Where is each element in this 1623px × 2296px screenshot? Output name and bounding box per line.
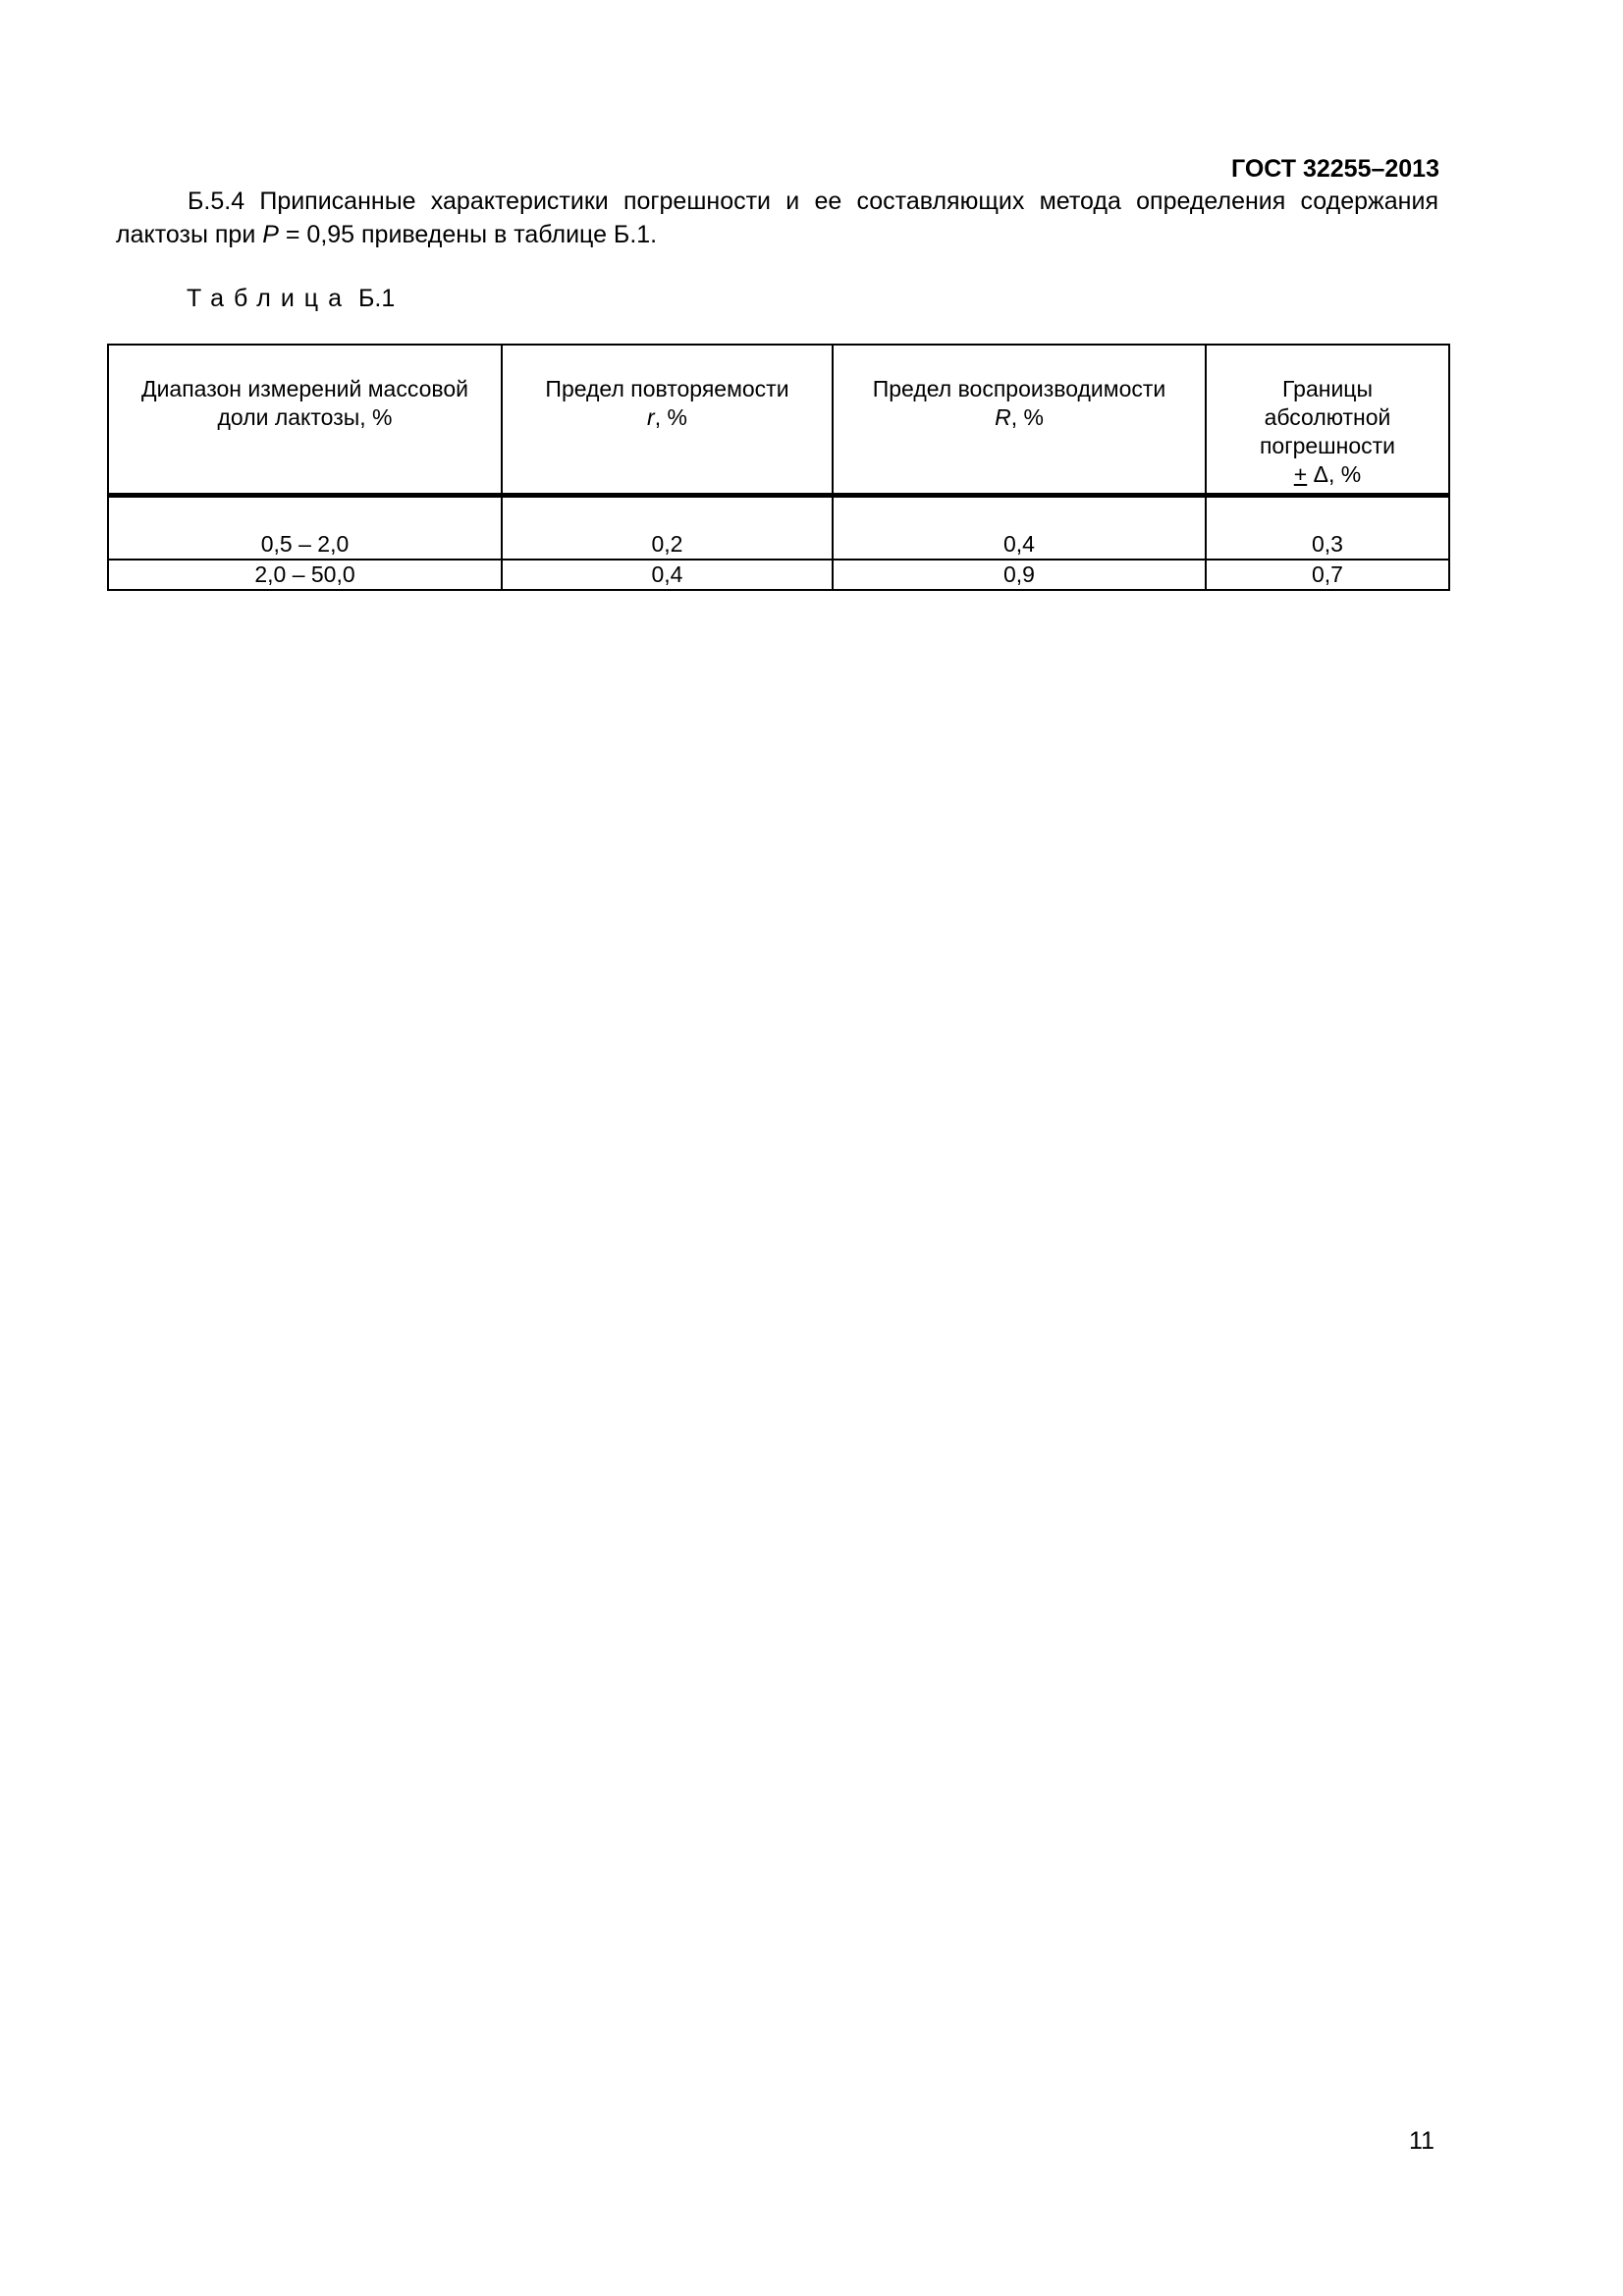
paragraph-b-5-4 (116, 185, 1438, 251)
table-row (108, 496, 1449, 561)
document-code: ГОСТ 32255–2013 (1231, 155, 1439, 183)
cell-range: 0,5 – 2,0 (108, 496, 502, 561)
header-repeatability-symbol: r (647, 404, 655, 430)
header-reproducibility (833, 345, 1206, 496)
cell-error-bounds: 0,7 (1206, 560, 1449, 590)
cell-range: 2,0 – 50,0 (108, 560, 502, 590)
header-range (108, 345, 502, 496)
header-error-bounds (1206, 345, 1449, 496)
header-error-line-2: абсолютной (1264, 404, 1391, 430)
cell-reproducibility: 0,4 (833, 496, 1206, 561)
header-reproducibility-symbol: R (995, 404, 1011, 430)
header-error-plus-minus: + (1293, 461, 1308, 487)
paragraph-text-1: Б.5.4 Приписанные характеристики погрешности и ее составляющих метода определения содержания лактозы при (116, 187, 1438, 248)
paragraph-text-2: = 0,95 приведены в таблице Б.1. (278, 221, 658, 248)
header-error-line-1: Границы (1282, 376, 1373, 401)
cell-error-bounds: 0,3 (1206, 496, 1449, 561)
page-number: 11 (1409, 2127, 1434, 2155)
header-reproducibility-unit: , % (1010, 404, 1044, 430)
table-row (108, 560, 1449, 590)
header-repeatability-unit: , % (654, 404, 687, 430)
table-caption-word: Таблица (187, 285, 352, 312)
header-error-line-3: погрешности (1259, 433, 1396, 458)
header-range-line-1: Диапазон измерений массовой (141, 376, 468, 401)
cell-repeatability: 0,2 (502, 496, 833, 561)
header-reproducibility-line-1: Предел воспроизводимости (872, 376, 1166, 401)
table-header-row (108, 345, 1449, 496)
header-error-delta: Δ, % (1307, 461, 1362, 487)
paragraph-var-p: P (262, 221, 279, 248)
table-caption-number: Б.1 (357, 285, 396, 312)
table-b-1 (107, 344, 1450, 591)
header-repeatability-line-1: Предел повторяемости (545, 376, 789, 401)
table-caption (187, 285, 395, 313)
cell-reproducibility: 0,9 (833, 560, 1206, 590)
cell-repeatability: 0,4 (502, 560, 833, 590)
header-range-line-2: доли лактозы, % (217, 404, 393, 430)
header-repeatability (502, 345, 833, 496)
